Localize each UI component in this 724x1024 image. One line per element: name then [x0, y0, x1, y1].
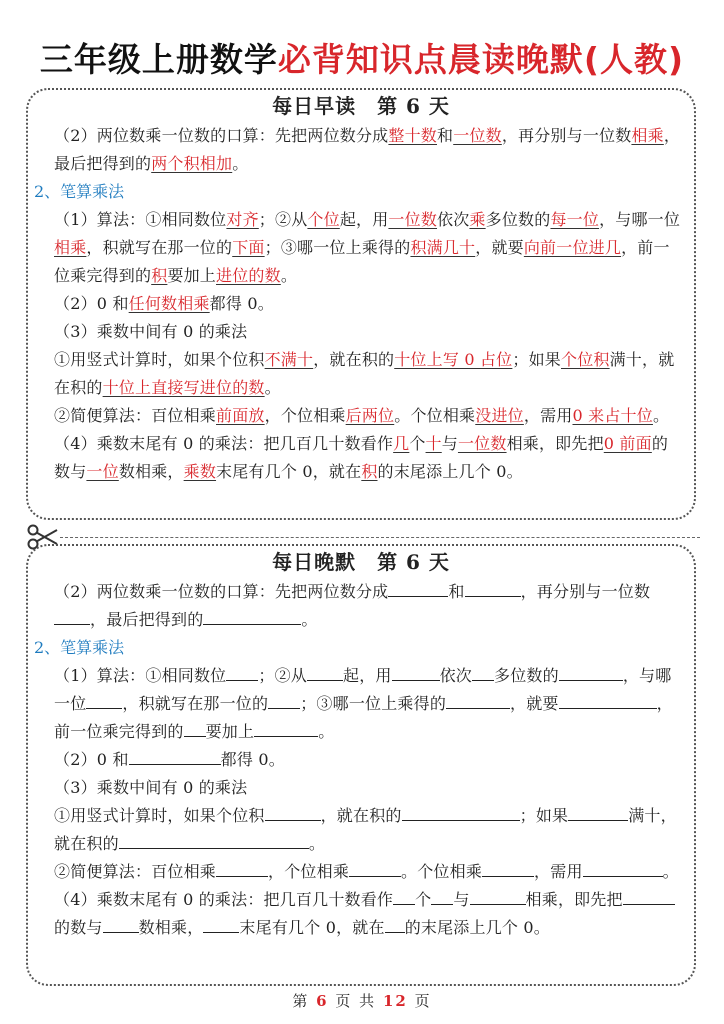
evening-dictation-box	[26, 544, 696, 986]
text: ；③哪一位上乘得的	[300, 694, 447, 713]
fill-blank[interactable]	[568, 802, 628, 821]
fill-blank[interactable]	[103, 914, 139, 933]
key-term: 一位	[86, 462, 119, 481]
text: 末尾有几个 0，就在	[216, 462, 362, 481]
key-term: 个位	[307, 210, 340, 229]
key-term: 对齐	[226, 210, 259, 229]
footer-suffix: 页	[414, 992, 432, 1010]
text: 。	[308, 834, 326, 853]
cut-line-divider	[60, 537, 700, 538]
text: 都得 0。	[209, 294, 274, 313]
text: 。	[301, 610, 318, 629]
morning-paragraph-7	[28, 430, 694, 486]
text: 要加上	[167, 266, 217, 285]
fill-blank[interactable]	[385, 914, 405, 933]
text: （2）两位数乘一位数的口算：先把两位数分成	[54, 126, 389, 145]
fill-blank[interactable]	[623, 886, 675, 905]
morning-paragraph-5	[28, 346, 694, 402]
text: 依次	[439, 666, 473, 685]
fill-blank[interactable]	[472, 662, 494, 681]
morning-title: 每日早读 第 6 天	[272, 94, 450, 118]
text: ，再分别与一位数	[501, 126, 632, 145]
fill-blank[interactable]	[119, 830, 309, 849]
morning-section-heading: 2、笔算乘法	[34, 182, 125, 201]
text: ；③哪一位上乘得的	[264, 238, 411, 257]
fill-blank[interactable]	[265, 802, 321, 821]
fill-blank[interactable]	[559, 662, 623, 681]
text: ，就要	[475, 238, 524, 257]
fill-blank[interactable]	[349, 858, 401, 877]
morning-paragraph-4: （3）乘数中间有 0 的乘法	[54, 322, 248, 341]
fill-blank[interactable]	[470, 886, 526, 905]
morning-paragraph-1	[28, 122, 694, 178]
text: ，需用	[523, 406, 573, 425]
text: ②简便算法：百位相乘	[54, 862, 217, 881]
text: ，与哪一位	[599, 210, 681, 229]
text: 的末尾添上几个 0。	[404, 918, 550, 937]
key-term: 两个积相加	[151, 154, 233, 173]
text: （1）算法：①相同数位	[54, 666, 227, 685]
text: ，再分别与一位数	[520, 582, 651, 601]
text: ，最后把得到的	[54, 126, 681, 173]
evening-paragraph-2	[28, 662, 694, 746]
text: ，需用	[534, 862, 583, 881]
key-term: 没进位	[475, 406, 524, 425]
key-term: 乘	[469, 210, 486, 229]
text: 。	[652, 406, 670, 425]
text: 。	[318, 722, 335, 741]
text: ，与哪一位	[54, 666, 672, 713]
morning-paragraph-6	[28, 402, 694, 430]
fill-blank[interactable]	[392, 662, 440, 681]
key-term: 进位的数	[216, 266, 281, 285]
fill-blank[interactable]	[465, 578, 521, 597]
fill-blank[interactable]	[226, 662, 258, 681]
morning-paragraph-3	[28, 290, 694, 318]
text: 。	[264, 378, 281, 397]
text: ，前一位乘完得到的	[54, 694, 673, 741]
key-term: 不满十	[264, 350, 314, 369]
key-term: 几	[393, 434, 410, 453]
fill-blank[interactable]	[129, 746, 221, 765]
fill-blank[interactable]	[184, 718, 206, 737]
fill-blank[interactable]	[482, 858, 534, 877]
text: 末尾有几个 0，就在	[239, 918, 385, 937]
text: （2）0 和	[54, 750, 129, 769]
evening-section-heading: 2、笔算乘法	[34, 638, 125, 657]
fill-blank[interactable]	[402, 802, 520, 821]
fill-blank[interactable]	[268, 690, 300, 709]
morning-paragraph-2	[28, 206, 694, 290]
key-term: 每一位	[550, 210, 600, 229]
page-title-black: 三年级上册数学	[39, 40, 278, 79]
fill-blank[interactable]	[54, 606, 90, 625]
text: ；如果	[512, 350, 561, 369]
text: ，就在积的	[313, 350, 395, 369]
fill-blank[interactable]	[583, 858, 663, 877]
key-term: 0 前面	[603, 434, 652, 453]
text: 。个位相乘	[401, 862, 483, 881]
text: 满十，就在积的	[54, 350, 675, 397]
text: ，个位相乘	[264, 406, 346, 425]
text: 个	[409, 434, 426, 453]
key-term: 个位积	[561, 350, 610, 369]
text: ，就在积的	[320, 806, 402, 825]
footer-prefix: 第	[292, 992, 310, 1010]
key-term: 整十数	[388, 126, 437, 145]
evening-paragraph-1	[28, 578, 694, 634]
text: 起，用	[339, 210, 389, 229]
text: 。	[232, 154, 249, 173]
key-term: 前面放	[216, 406, 265, 425]
text: ，积就写在那一位的	[122, 694, 269, 713]
text: 相乘，即先把	[525, 890, 623, 909]
evening-paragraph-4: （3）乘数中间有 0 的乘法	[54, 778, 248, 797]
text: （2）两位数乘一位数的口算：先把两位数分成	[54, 582, 389, 601]
text: 的数与	[54, 434, 669, 481]
footer-middle: 页 共	[335, 992, 377, 1010]
key-term: 相乘	[54, 238, 87, 257]
key-term: 相乘	[631, 126, 664, 145]
text: 与	[441, 434, 458, 453]
text: ，就要	[510, 694, 559, 713]
key-term: 后两位	[345, 406, 395, 425]
key-term: 乘数	[183, 462, 217, 481]
text: 。个位相乘	[394, 406, 476, 425]
text: 数相乘，	[138, 918, 204, 937]
key-term: 十	[425, 434, 442, 453]
text: 与	[453, 890, 470, 909]
fill-blank[interactable]	[254, 718, 318, 737]
text: （4）乘数末尾有 0 的乘法：把几百几十数看作	[54, 890, 394, 909]
text: 和	[437, 126, 454, 145]
evening-paragraph-5	[28, 802, 694, 858]
text: 的末尾添上几个 0。	[377, 462, 523, 481]
text: 和	[448, 582, 465, 601]
text: ，个位相乘	[268, 862, 350, 881]
evening-paragraph-7	[28, 886, 694, 942]
text: 多位数的	[494, 666, 559, 685]
text: 依次	[437, 210, 470, 229]
key-term: 一位数	[453, 126, 502, 145]
fill-blank[interactable]	[388, 578, 448, 597]
text: ；②从	[258, 210, 308, 229]
key-term: 一位数	[457, 434, 507, 453]
morning-reading-box	[26, 88, 696, 520]
key-term: 下面	[232, 238, 265, 257]
key-term: 十位上写 0 占位	[394, 350, 513, 369]
current-page-number: 6	[316, 992, 329, 1010]
evening-paragraph-3	[28, 746, 694, 774]
text: 。	[280, 266, 298, 285]
fill-blank[interactable]	[393, 886, 415, 905]
key-term: 积	[361, 462, 378, 481]
page-title-red: 必背知识点晨读晚默(人教)	[277, 40, 685, 79]
total-page-number: 12	[382, 992, 408, 1010]
text: ①用竖式计算时，如果个位积	[54, 806, 265, 825]
text: 要加上	[205, 722, 255, 741]
fill-blank[interactable]	[216, 858, 268, 877]
text: 个	[415, 890, 432, 909]
fill-blank[interactable]	[203, 914, 239, 933]
fill-blank[interactable]	[559, 690, 657, 709]
fill-blank[interactable]	[431, 886, 453, 905]
fill-blank[interactable]	[307, 662, 343, 681]
evening-title: 每日晚默 第 6 天	[272, 550, 450, 574]
text: 的数与	[54, 918, 103, 937]
text: ；②从	[258, 666, 307, 685]
key-term: 任何数相乘	[128, 294, 210, 313]
text: 都得 0。	[220, 750, 285, 769]
text: 满十，就在积的	[54, 806, 677, 853]
text: （2）0 和	[54, 294, 129, 313]
text: ，积就写在那一位的	[86, 238, 233, 257]
text: ，前一位乘完得到的	[54, 238, 670, 285]
text: 数相乘，	[118, 462, 184, 481]
fill-blank[interactable]	[446, 690, 510, 709]
evening-paragraph-6	[28, 858, 694, 886]
text: ，最后把得到的	[90, 610, 204, 629]
key-term: 积满几十	[410, 238, 476, 257]
text: （1）算法：①相同数位	[54, 210, 227, 229]
text: ；如果	[519, 806, 569, 825]
fill-blank[interactable]	[86, 690, 122, 709]
page-title	[0, 38, 724, 82]
text: ②简便算法：百位相乘	[54, 406, 217, 425]
key-term: 0 来占十位	[572, 406, 653, 425]
text: （4）乘数末尾有 0 的乘法：把几百几十数看作	[54, 434, 394, 453]
key-term: 一位数	[388, 210, 438, 229]
text: 多位数的	[485, 210, 551, 229]
text: ①用竖式计算时，如果个位积	[54, 350, 265, 369]
text: 起，用	[343, 666, 392, 685]
text: 。	[662, 862, 679, 881]
fill-blank[interactable]	[203, 606, 301, 625]
text: 相乘，即先把	[506, 434, 604, 453]
key-term: 向前一位进几	[523, 238, 622, 257]
key-term: 积	[151, 266, 168, 285]
page-footer	[0, 990, 724, 1012]
key-term: 十位上直接写进位的数	[102, 378, 265, 397]
